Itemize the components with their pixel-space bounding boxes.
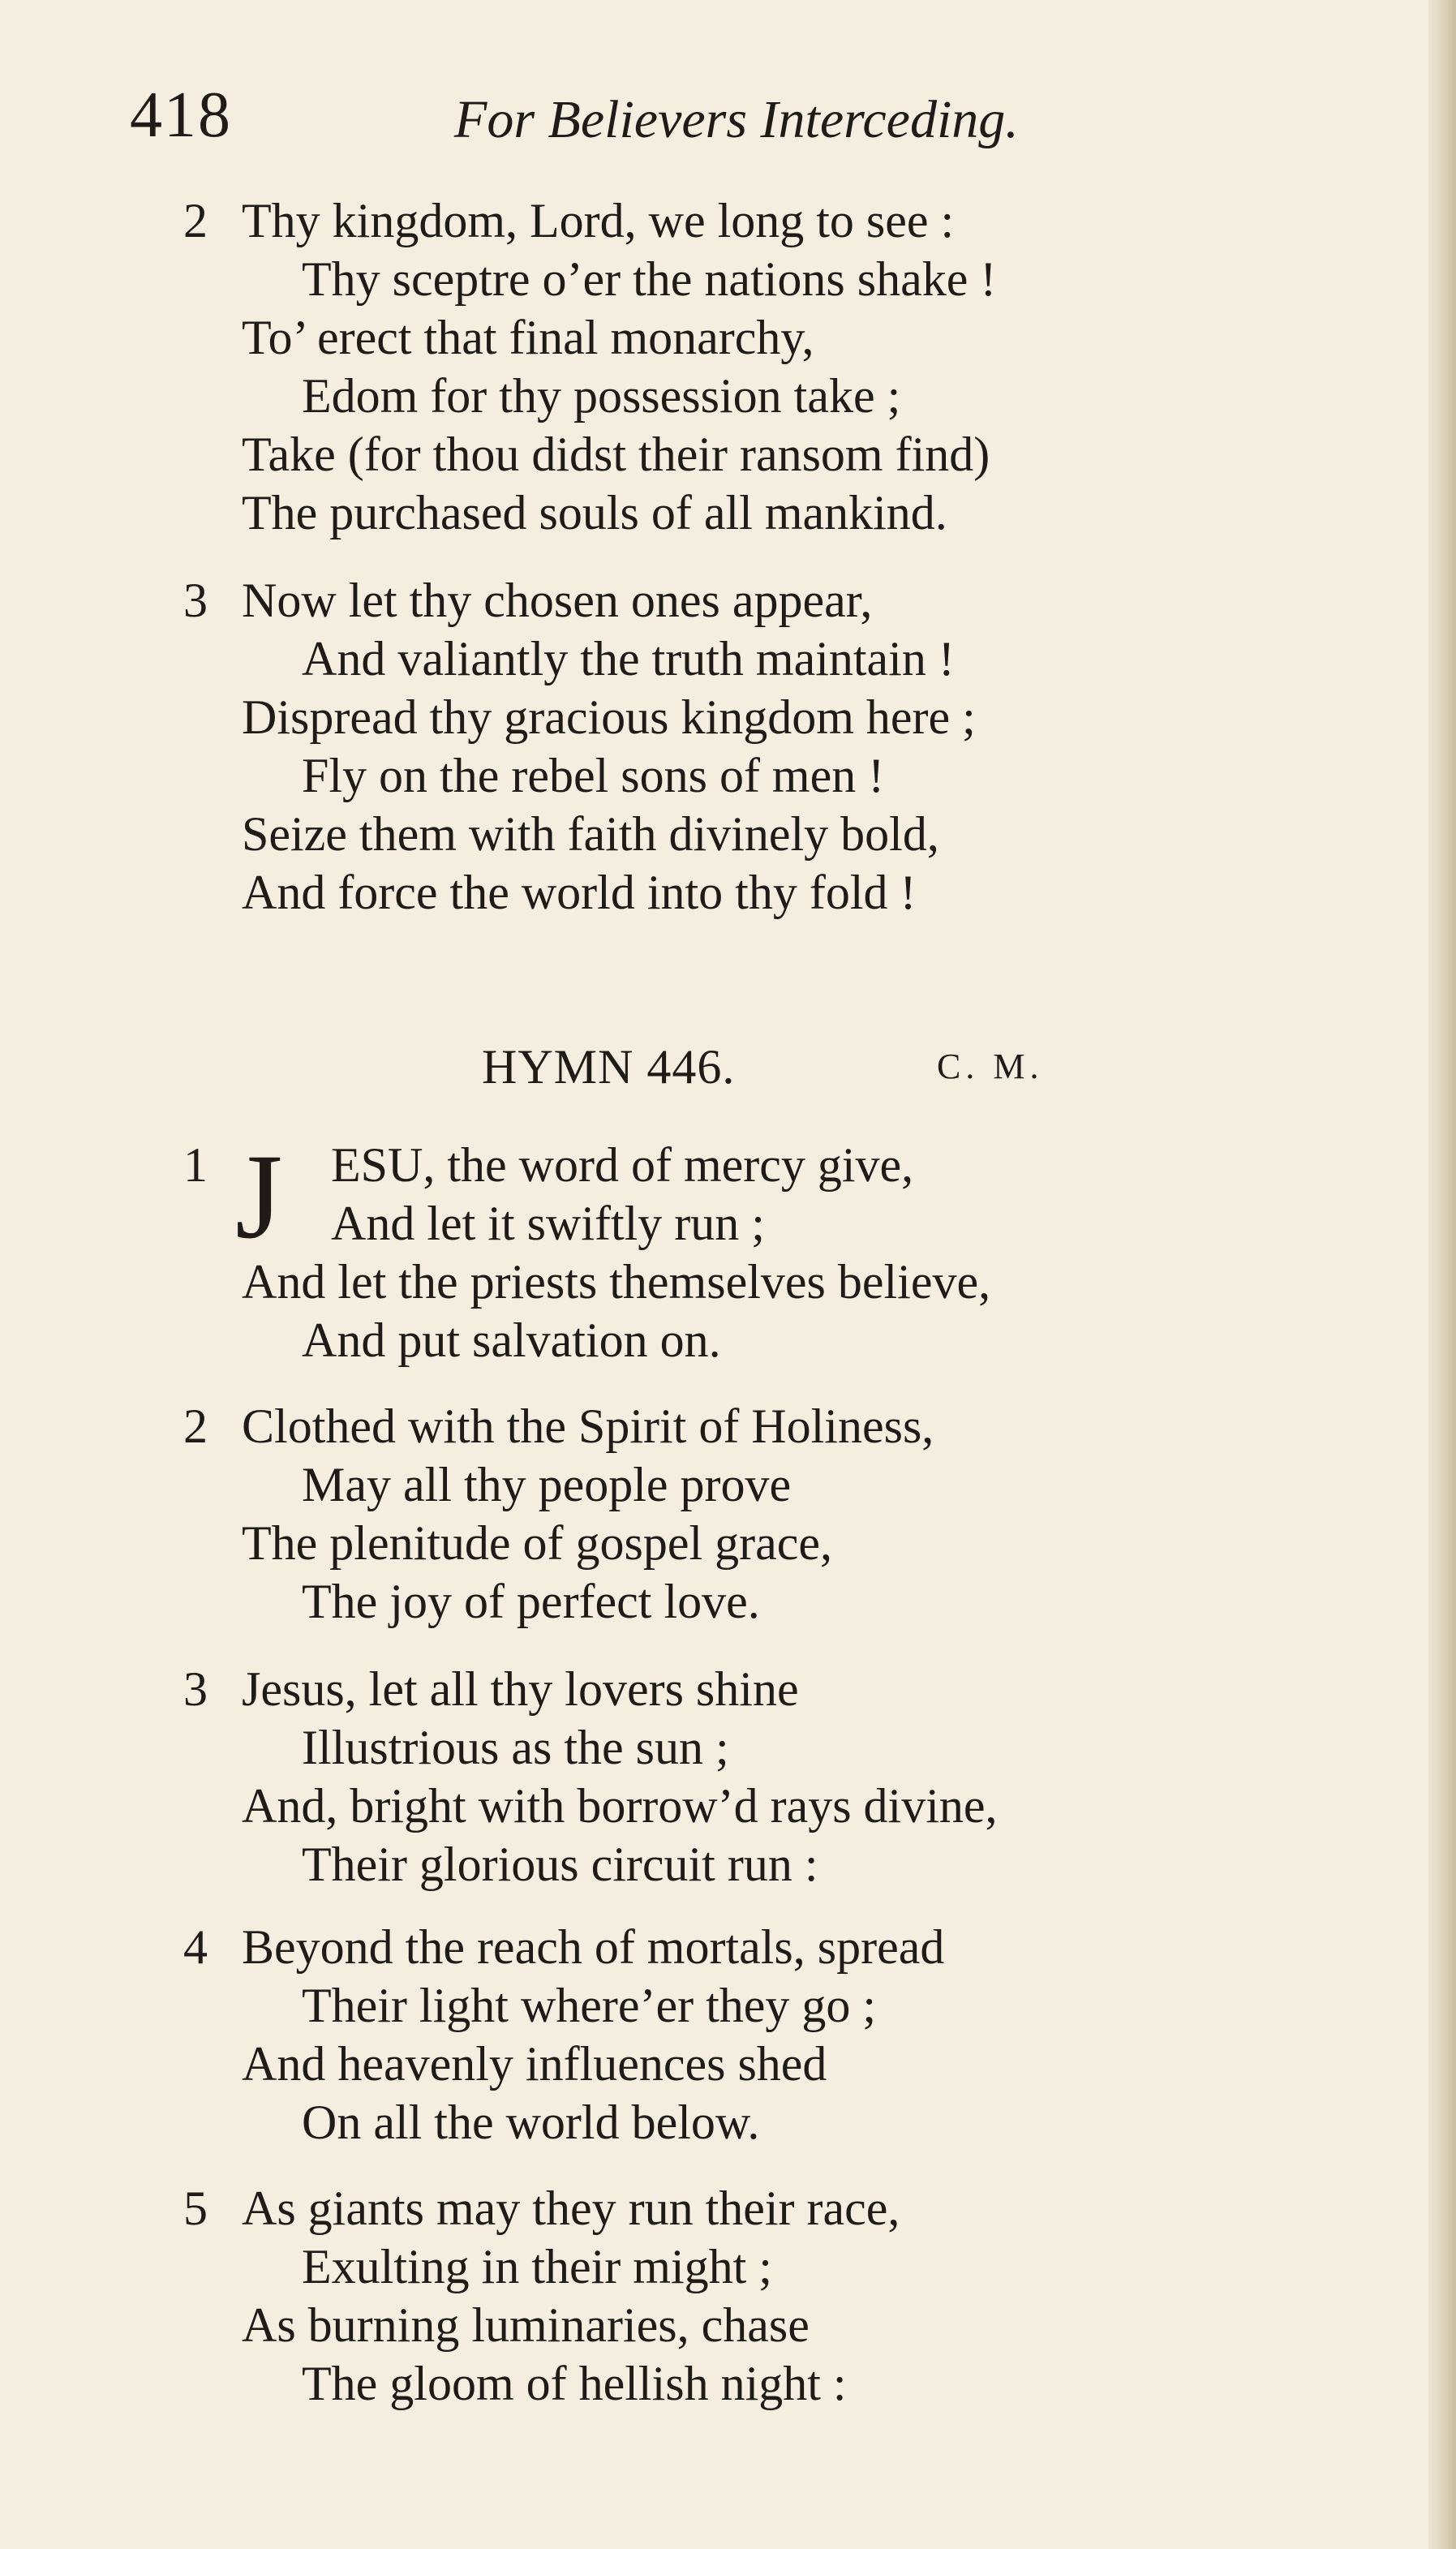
hymn-stanza-4 xyxy=(0,1918,1456,2151)
verse-line: And let the priests themselves believe, xyxy=(242,1255,991,1309)
verse-line: On all the world below. xyxy=(302,2096,760,2149)
verse-line: 4 Beyond the reach of mortals, spread xyxy=(0,1918,1456,1976)
verse-line: And, bright with borrow’d rays divine, xyxy=(242,1779,998,1833)
stanza-number: 2 xyxy=(183,1399,208,1453)
hymn-stanza-1 xyxy=(0,1129,1456,1369)
verse-line: And heavenly influences shed xyxy=(242,2037,827,2091)
verse-line: Exulting in their might ; xyxy=(302,2240,772,2293)
stanza-number: 1 xyxy=(183,1138,208,1192)
verse-line: Illustrious as the sun ; xyxy=(302,1721,729,1774)
stanza-2-continued xyxy=(0,191,1456,542)
hymn-stanza-2 xyxy=(0,1397,1456,1631)
verse-line: Edom for thy possession take ; xyxy=(302,369,901,423)
stanza-number: 2 xyxy=(183,194,208,247)
stanza-number: 3 xyxy=(183,574,208,627)
verse-line: As burning luminaries, chase xyxy=(242,2298,810,2352)
verse-line: Thy sceptre o’er the nations shake ! xyxy=(302,252,997,306)
stanza-number: 5 xyxy=(183,2181,208,2235)
hymn-stanza-5 xyxy=(0,2179,1456,2413)
verse-line: The plenitude of gospel grace, xyxy=(242,1516,833,1570)
verse-line: 3 Jesus, let all thy lovers shine xyxy=(0,1660,1456,1718)
page-header xyxy=(0,75,1456,156)
verse-line: And valiantly the truth maintain ! xyxy=(302,632,955,686)
verse-line: 2 Clothed with the Spirit of Holiness, xyxy=(0,1397,1456,1455)
verse-line: 5 As giants may they run their race, xyxy=(0,2179,1456,2237)
hymn-meter: C. M. xyxy=(937,1047,1044,1086)
verse-line: Their light where’er they go ; xyxy=(302,1979,877,2032)
stanza-3 xyxy=(0,571,1456,922)
verse-line: And force the world into thy fold ! xyxy=(242,866,917,919)
hymn-heading xyxy=(0,1030,1456,1103)
verse-line: 3 Now let thy chosen ones appear, xyxy=(0,571,1456,630)
verse-line: The joy of perfect love. xyxy=(302,1575,760,1628)
verse-line: Take (for thou didst their ransom find) xyxy=(242,428,990,481)
page-number: 418 xyxy=(130,80,232,151)
hymn-title: HYMN 446. xyxy=(482,1040,736,1094)
verse-line: Dispread thy gracious kingdom here ; xyxy=(242,690,976,744)
verse-line: And let it swiftly run ; xyxy=(331,1197,765,1250)
verse-line: May all thy people prove xyxy=(302,1458,792,1511)
verse-line: The purchased souls of all mankind. xyxy=(242,486,947,539)
stanza-number: 4 xyxy=(183,1920,208,1974)
verse-line: And put salvation on. xyxy=(302,1313,721,1367)
verse-line: To’ erect that final monarchy, xyxy=(242,311,814,364)
drop-cap: J xyxy=(235,1129,283,1264)
verse-line: 2 Thy kingdom, Lord, we long to see : xyxy=(0,191,1456,250)
verse-line: 1 ESU, the word of mercy give, xyxy=(0,1136,1456,1194)
running-head: For Believers Interceding. xyxy=(454,90,1019,149)
verse-line: The gloom of hellish night : xyxy=(302,2357,847,2410)
verse-line: Fly on the rebel sons of men ! xyxy=(302,749,885,802)
verse-line: Their glorious circuit run : xyxy=(302,1838,818,1891)
verse-line: Seize them with faith divinely bold, xyxy=(242,807,939,861)
stanza-number: 3 xyxy=(183,1662,208,1716)
hymn-stanza-3 xyxy=(0,1660,1456,1893)
